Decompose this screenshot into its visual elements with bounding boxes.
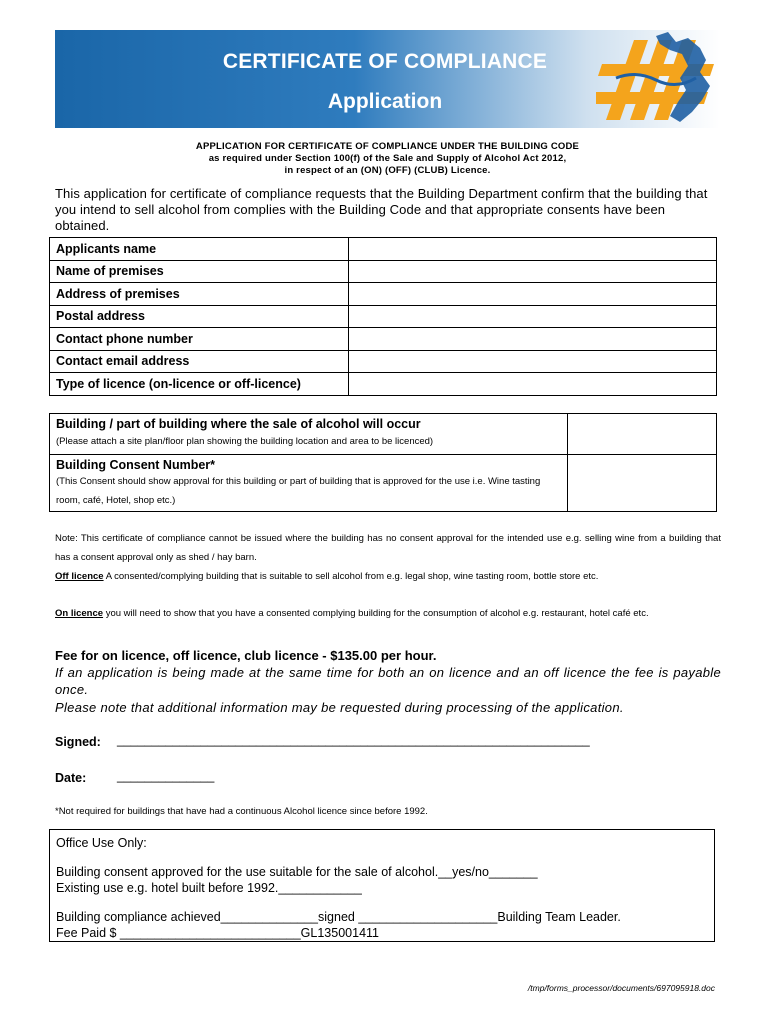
table-row [50,414,717,455]
off-licence-label: Off licence [55,571,104,582]
table-row [50,238,717,261]
field-label: Applicants name [50,238,349,261]
table-row [50,350,717,373]
field-label: Building Consent Number* [56,458,216,472]
field-label: Type of licence (on-licence or off-licence) [50,373,349,396]
consent-number-input[interactable] [568,455,717,512]
table-row [50,455,717,512]
office-existing-use-line[interactable]: Existing use e.g. hotel built before 1992.____________ [56,881,362,895]
field-hint: (This Consent should show approval for this building or part of building that is approved for the use i.e. Wine tasting room, café, Hotel, shop etc.) [56,476,541,506]
date-label: Date: [55,771,87,785]
on-licence-label: On licence [55,608,104,619]
heading-line-2: as required under Section 100(f) of the Sale and Supply of Alcohol Act 2012, [208,153,567,164]
applicant-details-table [49,237,717,396]
premises-address-input[interactable] [349,283,717,306]
email-address-input[interactable] [349,350,717,373]
office-consent-line[interactable]: Building consent approved for the use suitable for the sale of alcohol.__yes/no_______ [56,865,538,879]
premises-name-input[interactable] [349,260,717,283]
field-label: Building / part of building where the sale of alcohol will occur [56,417,421,431]
off-licence-paragraph [55,567,721,586]
table-row [50,373,717,396]
on-licence-text: you will need to show that you have a consented complying building for the consumption of alcohol e.g. restaurant, hotel café etc. [103,608,649,619]
field-label: Contact phone number [50,328,349,351]
table-row [50,283,717,306]
intro-paragraph: This application for certificate of compliance requests that the Building Department confirm that the building that you intend to sell alcohol from complies with the Building Code and that appropriate consents have been obtained. [55,186,708,233]
licence-type-input[interactable] [349,373,717,396]
field-label: Address of premises [50,283,349,306]
footnote: *Not required for buildings that have had a continuous Alcohol licence since before 1992. [55,806,428,817]
table-row [50,305,717,328]
field-hint: (Please attach a site plan/floor plan showing the building location and area to be licenced) [56,436,434,447]
postal-address-input[interactable] [349,305,717,328]
heading-line-3: in respect of an (ON) (OFF) (CLUB) Licence. [284,165,491,176]
signed-label: Signed: [55,735,101,749]
off-licence-text: A consented/complying building that is suitable to sell alcohol from e.g. legal shop, wine tasting room, bottle store etc. [103,571,599,582]
office-use-box [49,829,715,942]
table-row [50,328,717,351]
consent-label-cell [50,455,568,512]
signature-field[interactable]: ____________________________________________________________________ [117,733,590,747]
additional-info-note: Please note that additional information may be requested during processing of the application. [55,700,624,715]
office-compliance-line[interactable]: Building compliance achieved______________signed ____________________Building Team Leader. [56,910,621,924]
document-subtitle: Application [327,90,443,113]
form-heading [55,141,720,177]
note-paragraph: Note: This certificate of compliance cannot be issued where the building has no consent approval for the intended use e.g. selling wine from a building that has a consent approval only as shed / hay barn. [55,533,721,563]
office-title: Office Use Only: [56,836,147,850]
table-row [50,260,717,283]
field-label: Postal address [50,305,349,328]
council-logo-icon [596,30,722,128]
fee-line: Fee for on licence, off licence, club licence - $135.00 per hour. [55,648,437,663]
applicants-name-input[interactable] [349,238,717,261]
file-path: /tmp/forms_processor/documents/697095918.doc [527,983,715,993]
field-label: Contact email address [50,350,349,373]
building-details-table [49,413,717,512]
date-field[interactable]: ______________ [117,769,215,783]
field-label: Name of premises [50,260,349,283]
fee-section [55,647,721,716]
fee-once-note: If an application is being made at the same time for both an on licence and an off licence the fee is payable once. [55,665,721,697]
building-part-input[interactable] [568,414,717,455]
document-title: CERTIFICATE OF COMPLIANCE [222,50,548,73]
phone-number-input[interactable] [349,328,717,351]
on-licence-paragraph [55,604,721,623]
building-label-cell [50,414,568,455]
office-fee-line[interactable]: Fee Paid $ __________________________GL135001411 [56,926,379,940]
heading-line-1: APPLICATION FOR CERTIFICATE OF COMPLIANCE UNDER THE BUILDING CODE [195,141,580,152]
